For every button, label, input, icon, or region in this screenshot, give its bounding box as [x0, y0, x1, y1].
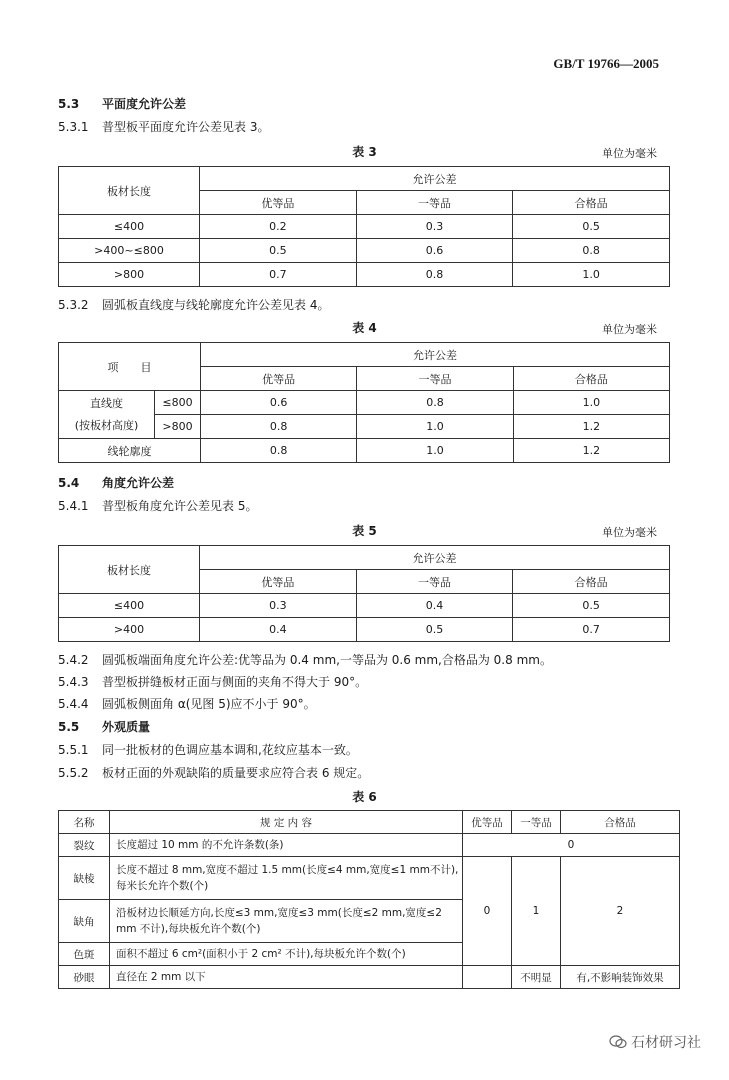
cell: 1: [512, 857, 561, 966]
table-row: [59, 439, 670, 463]
cell: 1.0: [357, 439, 513, 463]
section-title: 角度允许公差: [102, 476, 175, 490]
cell: 不明显: [512, 966, 561, 989]
row-label: >800: [59, 263, 200, 287]
cell: 0.8: [356, 263, 513, 287]
col-header-premium: 优等品: [463, 811, 512, 834]
cell: 0.8: [201, 439, 357, 463]
table-5: [58, 545, 670, 642]
section-5-5: [58, 718, 150, 735]
cell: 0.3: [356, 215, 513, 239]
defect-rule: 长度超过 10 mm 的不允许条数(条): [110, 834, 463, 857]
table6-caption: 表 6: [352, 790, 377, 804]
grade-first: 一等品: [356, 570, 513, 594]
col-header-length: 板材长度: [59, 546, 200, 594]
row-label: ≤400: [59, 594, 200, 618]
grade-first: 一等品: [357, 367, 513, 391]
section-text: 圆弧板直线度与线轮廓度允许公差见表 4。: [102, 298, 330, 312]
section-5-5-2: [58, 764, 369, 781]
cell: 0.5: [513, 215, 670, 239]
table-row: [59, 215, 670, 239]
cell-empty: [463, 966, 512, 989]
section-text: 同一批板材的色调应基本调和,花纹应基本一致。: [102, 743, 358, 757]
cell: 2: [561, 857, 680, 966]
section-number: 5.4.3: [58, 675, 89, 689]
cell: 0.2: [200, 215, 357, 239]
section-title: 平面度允许公差: [102, 97, 187, 111]
row-label: 线轮廓度: [59, 439, 201, 463]
straightness-label-line1: 直线度: [90, 396, 123, 410]
section-5-4-4: [58, 695, 316, 712]
cell: 0.6: [356, 239, 513, 263]
row-sublabel: >800: [155, 415, 201, 439]
table5-unit: 单位为毫米: [602, 526, 657, 539]
table4-unit: 单位为毫米: [602, 323, 657, 336]
defect-rule: 面积不超过 6 cm²(面积小于 2 cm² 不计),每块板允许个数(个): [110, 943, 463, 966]
table-6: [58, 810, 680, 989]
cell: 1.0: [513, 391, 669, 415]
section-5-5-1: [58, 741, 358, 758]
grade-premium: 优等品: [201, 367, 357, 391]
defect-name: 缺棱: [59, 857, 110, 900]
brand-name: 石材研习社: [631, 1035, 701, 1051]
table-3: [58, 166, 670, 287]
section-number: 5.5.1: [58, 743, 89, 757]
section-number: 5.3.1: [58, 120, 89, 134]
watermark: [609, 1032, 701, 1052]
section-number: 5.3.2: [58, 298, 89, 312]
cell: 0: [463, 857, 512, 966]
cell: 0: [463, 834, 680, 857]
wechat-icon: [609, 1035, 627, 1049]
cell: 0.5: [513, 594, 670, 618]
defect-rule: 长度不超过 8 mm,宽度不超过 1.5 mm(长度≤4 mm,宽度≤1 mm不计),每米长允许个数(个): [110, 857, 463, 900]
col-header-item: 项 目: [59, 343, 201, 391]
section-number: 5.4.1: [58, 499, 89, 513]
table5-caption: 表 5: [352, 524, 377, 538]
table-row: [59, 618, 670, 642]
table-row: [59, 966, 680, 989]
row-label: ≤400: [59, 215, 200, 239]
section-number: 5.3: [58, 97, 80, 111]
cell: 0.3: [200, 594, 357, 618]
cell: 0.4: [356, 594, 513, 618]
col-header-content: 规 定 内 容: [110, 811, 463, 834]
cell: 0.4: [200, 618, 357, 642]
section-5-4-2: [58, 651, 552, 668]
cell: 1.2: [513, 439, 669, 463]
straightness-label-line2: (按板材高度): [74, 418, 139, 432]
col-header-qualified: 合格品: [561, 811, 680, 834]
defect-name: 色斑: [59, 943, 110, 966]
grade-qualified: 合格品: [513, 570, 670, 594]
table4-caption: 表 4: [352, 321, 377, 335]
col-header-tolerance: 允许公差: [200, 546, 670, 570]
defect-name: 砂眼: [59, 966, 110, 989]
cell: 0.7: [200, 263, 357, 287]
row-label: >400~≤800: [59, 239, 200, 263]
straightness-label: [59, 391, 155, 439]
col-header-name: 名称: [59, 811, 110, 834]
section-5-4: [58, 474, 174, 491]
defect-name: 裂纹: [59, 834, 110, 857]
section-5-3: [58, 95, 186, 112]
section-number: 5.4: [58, 476, 80, 490]
section-5-4-3: [58, 673, 367, 690]
row-sublabel: ≤800: [155, 391, 201, 415]
section-number: 5.5: [58, 720, 80, 734]
cell: 0.5: [356, 618, 513, 642]
defect-rule: 沿板材边长顺延方向,长度≤3 mm,宽度≤3 mm(长度≤2 mm,宽度≤2 mm 不计),每块板允许个数(个): [110, 900, 463, 943]
cell: 0.7: [513, 618, 670, 642]
cell: 有,不影响装饰效果: [561, 966, 680, 989]
col-header-length: 板材长度: [59, 167, 200, 215]
section-number: 5.5.2: [58, 766, 89, 780]
table3-unit: 单位为毫米: [602, 147, 657, 160]
cell: 0.8: [513, 239, 670, 263]
section-number: 5.4.4: [58, 697, 89, 711]
grade-premium: 优等品: [200, 570, 357, 594]
col-header-first: 一等品: [512, 811, 561, 834]
section-5-3-2: [58, 296, 329, 313]
standard-code: GB/T 19766—2005: [553, 56, 659, 71]
table-row: [59, 263, 670, 287]
section-5-4-1: [58, 497, 257, 514]
defect-name: 缺角: [59, 900, 110, 943]
section-text: 普型板拼缝板材正面与侧面的夹角不得大于 90°。: [102, 675, 368, 689]
cell: 1.0: [513, 263, 670, 287]
col-header-tolerance: 允许公差: [200, 167, 670, 191]
cell: 0.6: [201, 391, 357, 415]
grade-qualified: 合格品: [513, 191, 670, 215]
defect-rule: 直径在 2 mm 以下: [110, 966, 463, 989]
row-label: >400: [59, 618, 200, 642]
section-title: 外观质量: [102, 720, 151, 734]
section-text: 板材正面的外观缺陷的质量要求应符合表 6 规定。: [102, 766, 370, 780]
section-text: 圆弧板端面角度允许公差:优等品为 0.4 mm,一等品为 0.6 mm,合格品为 0.8 mm。: [102, 653, 552, 667]
grade-qualified: 合格品: [513, 367, 669, 391]
section-text: 普型板角度允许公差见表 5。: [102, 499, 258, 513]
section-number: 5.4.2: [58, 653, 89, 667]
section-5-3-1: [58, 118, 269, 135]
table-row: [59, 594, 670, 618]
section-text: 普型板平面度允许公差见表 3。: [102, 120, 270, 134]
col-header-tolerance: 允许公差: [201, 343, 670, 367]
table-row: [59, 391, 670, 415]
table-row: [59, 857, 680, 900]
cell: 0.8: [357, 391, 513, 415]
cell: 1.2: [513, 415, 669, 439]
grade-first: 一等品: [356, 191, 513, 215]
section-text: 圆弧板侧面角 α(见图 5)应不小于 90°。: [102, 697, 316, 711]
cell: 0.8: [201, 415, 357, 439]
table-row: [59, 834, 680, 857]
cell: 1.0: [357, 415, 513, 439]
cell: 0.5: [200, 239, 357, 263]
table-row: [59, 239, 670, 263]
table3-caption: 表 3: [352, 145, 377, 159]
table-4: [58, 342, 670, 463]
grade-premium: 优等品: [200, 191, 357, 215]
